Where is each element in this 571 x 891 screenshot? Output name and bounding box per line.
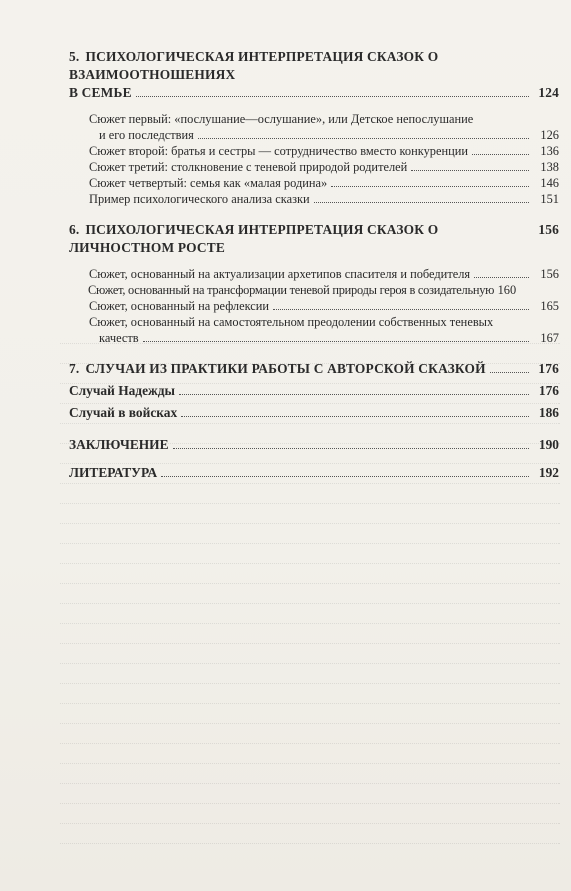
- toc-item[interactable]: [69, 175, 559, 191]
- item-title: Случай в войсках: [69, 405, 178, 420]
- conclusion-title: ЗАКЛЮЧЕНИЕ: [69, 437, 169, 452]
- page-number: 190: [538, 437, 559, 452]
- toc-literature[interactable]: [69, 464, 559, 482]
- page-number: 156: [540, 267, 559, 281]
- toc-item[interactable]: [69, 298, 559, 314]
- toc-item[interactable]: [69, 159, 559, 175]
- item-title: Сюжет, основанный на актуализации архетипов спасителя и победителя: [89, 267, 471, 281]
- item-title: Пример психологического анализа сказки: [89, 192, 310, 206]
- toc-item[interactable]: [69, 191, 559, 207]
- item-title: Сюжет, основанный на самостоятельном преодолении собственных теневых: [89, 315, 494, 329]
- section-number: 5.: [69, 49, 80, 64]
- section-title-cont: В СЕМЬЕ: [69, 85, 132, 100]
- toc-item[interactable]: [69, 404, 559, 422]
- toc-item[interactable]: [68, 282, 559, 298]
- page-number: 167: [540, 331, 559, 345]
- page-number: 192: [538, 465, 559, 480]
- item-title: Случай Надежды: [69, 383, 175, 398]
- page-number: 146: [540, 176, 559, 190]
- page-number: 176: [538, 361, 559, 376]
- page-number: 126: [540, 128, 559, 142]
- section-title: СЛУЧАИ ИЗ ПРАКТИКИ РАБОТЫ С АВТОРСКОЙ СКАЗКОЙ: [85, 361, 486, 376]
- item-title: Сюжет, основанный на трансформации теневой природы героя в созидательную: [88, 283, 495, 297]
- toc-item[interactable]: [69, 111, 559, 143]
- page-number: 151: [540, 192, 559, 206]
- toc-item[interactable]: [69, 314, 559, 346]
- section-title: ПСИХОЛОГИЧЕСКАЯ ИНТЕРПРЕТАЦИЯ СКАЗОК О ЛИЧНОСТНОМ РОСТЕ: [69, 222, 439, 255]
- page-number: 138: [540, 160, 559, 174]
- table-of-contents: [69, 48, 559, 482]
- item-title-cont: качеств: [99, 331, 139, 345]
- page-number: 176: [538, 383, 559, 398]
- toc-conclusion[interactable]: [69, 436, 559, 454]
- page-number: 156: [538, 222, 559, 237]
- item-title: Сюжет третий: столкновение с теневой природой родителей: [89, 160, 408, 174]
- item-title: Сюжет четвертый: семья как «малая родина»: [89, 176, 328, 190]
- page-number: 124: [538, 85, 559, 100]
- page-number: 136: [540, 144, 559, 158]
- section-title: ПСИХОЛОГИЧЕСКАЯ ИНТЕРПРЕТАЦИЯ СКАЗОК О ВЗАИМООТНОШЕНИЯХ: [69, 49, 439, 82]
- item-title: Сюжет второй: братья и сестры — сотрудничество вместо конкуренции: [89, 144, 469, 158]
- page-number: 165: [540, 299, 559, 313]
- literature-title: ЛИТЕРАТУРА: [69, 465, 158, 480]
- toc-item[interactable]: [69, 143, 559, 159]
- toc-section-6[interactable]: [69, 221, 559, 257]
- toc-item[interactable]: [69, 266, 559, 282]
- toc-item[interactable]: [69, 382, 559, 400]
- toc-section-5[interactable]: [69, 48, 559, 102]
- item-title-cont: и его последствия: [99, 128, 194, 142]
- toc-section-7[interactable]: [69, 360, 559, 378]
- page-number: 186: [538, 405, 559, 420]
- item-title: Сюжет, основанный на рефлексии: [89, 299, 270, 313]
- section-number: 6.: [69, 222, 80, 237]
- item-title: Сюжет первый: «послушание—ослушание», или Детское непослушание: [89, 112, 474, 126]
- page-number: 160: [497, 283, 517, 297]
- section-number: 7.: [69, 361, 80, 376]
